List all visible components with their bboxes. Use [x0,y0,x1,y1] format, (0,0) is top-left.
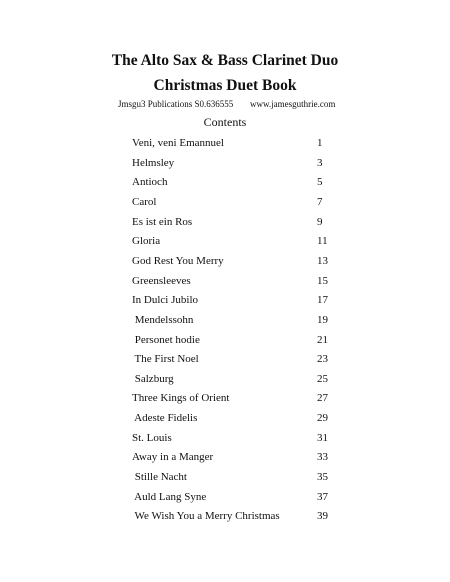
toc-entry[interactable] [0,370,450,388]
toc-entry[interactable] [0,232,450,250]
toc-entry[interactable] [0,488,450,506]
toc-entry[interactable] [0,154,450,172]
toc-entry-title: Antioch [132,176,168,189]
toc-entry[interactable] [0,193,450,211]
toc-entry-page: 7 [317,195,323,208]
toc-entry[interactable] [0,331,450,349]
toc-entry-title: Away in a Manger [132,451,214,464]
toc-entry-page: 1 [317,137,323,149]
toc-entry-page: 21 [317,333,328,346]
toc-entry-page: 17 [317,294,328,307]
book-title: The Alto Sax & Bass Clarinet Duo [111,52,339,69]
toc-entry-page: 11 [317,235,328,248]
toc-entry-page: 23 [317,353,328,366]
toc-entry-page: 37 [317,490,328,503]
toc-entry-title: Adeste Fidelis [132,412,198,425]
toc-entry[interactable] [0,448,450,466]
toc-entry-title: Es ist ein Ros [132,215,193,228]
toc-entry-title: We Wish You a Merry Christmas [132,510,280,523]
toc-entry[interactable] [0,389,450,407]
toc-entry[interactable] [0,272,450,290]
toc-entry-title: Three Kings of Orient [132,392,230,405]
toc-entry[interactable] [0,134,450,152]
toc-entry[interactable] [0,173,450,191]
toc-entry-page: 27 [317,392,328,405]
toc-entry-title: St. Louis [132,431,172,444]
toc-entry[interactable] [0,311,450,329]
toc-entry-title: Auld Lang Syne [132,490,207,503]
toc-entry-page: 13 [317,254,328,267]
toc-entry-title: Carol [132,195,157,208]
toc-entry-page: 31 [317,431,328,444]
toc-entry-title: Stille Nacht [132,471,187,484]
toc-entry-title: Veni, veni Emannuel [132,137,224,149]
toc-entry-title: Mendelssohn [132,313,194,326]
contents-heading: Contents [203,115,247,129]
toc-entry[interactable] [0,350,450,368]
toc-entry-page: 15 [317,274,328,287]
toc-entry-title: The First Noel [132,353,199,366]
toc-entry-page: 35 [317,471,328,484]
toc-entry-title: Personet hodie [132,333,200,346]
toc-entry-page: 5 [317,176,323,189]
publisher-info: Jmsgu3 Publications S0.636555 [118,99,234,109]
toc-entry-page: 25 [317,372,328,385]
toc-entry-title: In Dulci Jubilo [132,294,198,307]
toc-entry-title: Greensleeves [132,274,191,287]
website-link[interactable]: www.jamesguthrie.com [250,99,336,109]
toc-entry[interactable] [0,507,450,525]
toc-entry-title: Gloria [132,235,161,248]
toc-entry-title: God Rest You Merry [132,254,224,267]
toc-entry[interactable] [0,468,450,486]
toc-entry[interactable] [0,291,450,309]
toc-entry-page: 33 [317,451,328,464]
toc-entry[interactable] [0,409,450,427]
book-subtitle: Christmas Duet Book [153,77,297,94]
toc-entry-page: 39 [317,510,328,523]
toc-entry[interactable] [0,213,450,231]
toc-entry[interactable] [0,429,450,447]
toc-entry-title: Helmsley [132,156,175,169]
toc-entry-page: 9 [317,215,323,228]
toc-entry-page: 3 [317,156,323,169]
toc-entry[interactable] [0,252,450,270]
toc-entry-page: 29 [317,412,328,425]
toc-entry-page: 19 [317,313,328,326]
toc-entry-title: Salzburg [132,372,174,385]
